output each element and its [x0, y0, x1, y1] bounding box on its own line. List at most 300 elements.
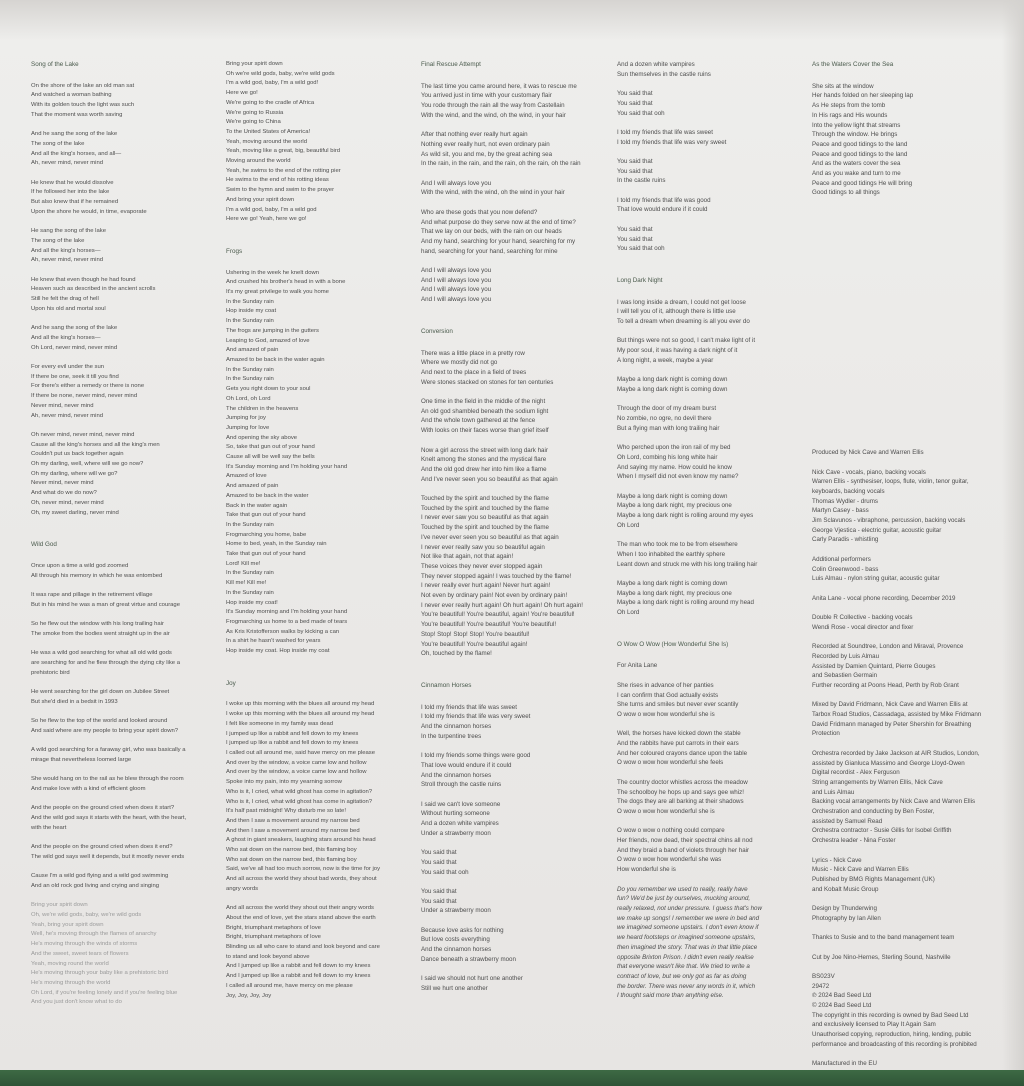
lyric-line: The country doctor whistles across the meadow — [617, 778, 748, 786]
lyric-line: And I've never seen you so beautiful as that again — [421, 475, 558, 483]
lyric-line: And the people on the ground cried when does it end? — [31, 844, 173, 851]
lyric-line: That love would endure if it could — [421, 761, 512, 769]
lyric-line: Cause all the king's horses and all the king's men — [31, 441, 160, 448]
lyric-line: And then I saw a movement around my narrow bed — [226, 817, 360, 824]
lyric-line: Oh my darling, where will we go? — [31, 470, 118, 477]
lyric-line: You're beautiful! You're beautiful! You're beautiful! — [421, 621, 557, 629]
stanza — [617, 375, 795, 394]
lyric-line: And the wild god says it starts with the heart, with the heart, — [31, 815, 187, 822]
lyric-line: Back in the water again — [226, 502, 288, 509]
credits-block — [812, 448, 990, 1086]
credit-line: Carly Paradis - whistling — [812, 536, 879, 544]
credit-line: Recorded at Soundtree, London and Miraval, Provence — [812, 643, 964, 651]
stanza — [421, 974, 599, 993]
lyric-line: Upon his old and mortal soul — [31, 305, 106, 312]
credit-line: ℗ 2024 Bad Seed Ltd — [812, 992, 872, 1000]
lyric-line: The schoolboy he hops up and says gee whiz! — [617, 788, 744, 796]
lyric-line: I told my friends that life was sweet — [617, 128, 713, 136]
lyric-line: About the end of love, yet the stars stand above the earth — [226, 914, 376, 921]
lyric-line: Who sat down on the narrow bed, this flaming boy — [226, 856, 357, 863]
lyric-line: And over by the window, a voice came low and hollow — [226, 769, 367, 776]
lyric-line: You're beautiful! You're beautiful, again! You're beautiful! — [421, 611, 575, 619]
stanza — [31, 130, 209, 169]
stanza — [421, 179, 599, 198]
lyric-line: I've never ever seen you so beautiful as that again — [421, 533, 559, 541]
lyric-line: Stop! Stop! Stop! Stop! You're beautiful! — [421, 630, 530, 638]
lyric-line: In His rags and His wounds — [812, 111, 888, 119]
lyric-line: Hop inside my coat — [226, 308, 277, 315]
lyric-line: And crushed his brother's head in with a bone — [226, 279, 346, 286]
lyric-line: I woke up this morning with the blues all around my head — [226, 711, 375, 718]
credit-line: Warren Ellis - synthesiser, loops, flute, violin, tenor guitar, — [812, 478, 969, 486]
lyric-line: So he flew out the window with his long trailing hair — [31, 621, 164, 628]
lyric-line: Not like that again, not that again! — [421, 553, 514, 561]
credit-line: String arrangements by Warren Ellis, Nick Cave — [812, 778, 943, 786]
credit-group — [812, 594, 990, 604]
lyric-line: The last time you came around here, it was to rescue me — [421, 82, 577, 90]
lyric-line: As wild sit, you and me, by the great aching sea — [421, 150, 553, 158]
song-block — [421, 681, 599, 994]
lyric-line: hand, searching for your hand, searching for mine — [421, 247, 558, 255]
stanza — [617, 336, 795, 365]
song-block — [421, 327, 599, 659]
stanza — [617, 128, 795, 147]
lyric-line: The wild god says well it depends, but it mostly never ends — [31, 853, 185, 860]
lyric-line: It's half past midnight! Why disturb me so late! — [226, 808, 346, 815]
lyric-line: And all across the world they shout bad words, they shout — [226, 876, 377, 883]
stanza — [617, 60, 795, 79]
stanza — [226, 60, 404, 225]
lyric-line: Yeah, bring your spirit down — [31, 921, 104, 928]
lyric-line: You said that — [617, 157, 653, 165]
lyric-line: So, take that gun out of your hand — [226, 444, 315, 451]
lyric-line: Sun themselves in the castle ruins — [617, 70, 711, 78]
lyric-line: But a flying man with long trailing hair — [617, 424, 720, 432]
lyric-line: He swims to the end of his rotting ideas — [226, 177, 329, 184]
credit-line: Tarbox Road Studios, Cassadaga, assisted by Mike Fridmann — [812, 711, 982, 719]
lyrics-column-4 — [617, 60, 795, 1023]
stanza — [31, 717, 209, 736]
stanza — [617, 298, 795, 327]
lyric-line: With the wind, and the wind, oh the wind, in your hair — [421, 111, 566, 119]
lyric-line: In the Sunday rain — [226, 589, 274, 596]
credit-line: The copyright in this recording is owned by Bad Seed Ltd — [812, 1011, 969, 1019]
lyric-line: For there's either a remedy or there is none — [31, 383, 145, 390]
credit-line: and exclusively licensed to Play It Again Sam — [812, 1021, 936, 1029]
lyric-line: Oh Lord — [617, 521, 640, 529]
stanza — [226, 700, 404, 894]
top-shadow — [0, 0, 1024, 40]
lyric-line: They never stopped again! I was touched by the flame! — [421, 572, 572, 580]
lyric-line: Through the door of my dream burst — [617, 405, 717, 413]
lyric-line: Oh my darling, well, where will we go now? — [31, 461, 144, 468]
stanza — [31, 431, 209, 518]
credit-line: performance and broadcasting of this recording is prohibited — [812, 1040, 977, 1048]
lyric-line: All through his memory in which he was entombed — [31, 572, 163, 579]
lyric-line: In the rain, in the rain, and the rain, oh the rain, oh the rain — [421, 160, 581, 168]
lyric-line: Now a girl across the street with long dark hair — [421, 446, 548, 454]
lyric-line: Moving around the world — [226, 158, 291, 165]
lyric-line: prehistoric bird — [31, 669, 70, 676]
stanza — [421, 751, 599, 790]
lyric-line: O wow o wow how wonderful she is — [617, 710, 715, 718]
lyric-line: Maybe a long dark night is coming down — [617, 579, 728, 587]
stanza — [31, 804, 209, 833]
credit-line: Protection — [812, 730, 840, 738]
lyric-line: In the Sunday rain — [226, 298, 274, 305]
lyric-line: And a dozen white vampires — [617, 61, 695, 68]
lyrics-column-1 — [31, 60, 209, 1030]
lyric-line: And all the king's horses, and all— — [31, 150, 122, 157]
lyric-line: And as you wake and turn to me — [812, 170, 901, 178]
credit-line: Orchestra leader - Nina Foster — [812, 837, 896, 845]
stanza — [617, 492, 795, 531]
lyric-line: angry words — [226, 885, 259, 892]
stanza — [617, 157, 795, 186]
lyric-line: Yeah, moving like a great, big, beautiful bird — [226, 148, 341, 155]
stanza — [226, 904, 404, 1001]
lyric-line: Once upon a time a wild god zoomed — [31, 562, 129, 569]
lyric-line: If there be one, seek it till you find — [31, 373, 119, 380]
stanza — [421, 397, 599, 436]
lyric-line: I jumped up like a rabbit and fell down to my knees — [226, 730, 359, 737]
lyrics-column-2 — [226, 60, 404, 1023]
lyric-line: The song of the lake — [31, 140, 85, 147]
credit-line: Thomas Wydler - drums — [812, 497, 878, 505]
lyric-line: Yeah, moving around the world — [226, 138, 307, 145]
lyric-line: But things were not so good, I can't make light of it — [617, 337, 756, 345]
lyric-line: Couldn't put us back together again — [31, 451, 124, 458]
credit-group — [812, 448, 990, 458]
credit-line: BS023V — [812, 972, 835, 980]
lyric-line: And all the king's horses— — [31, 334, 101, 341]
lyric-line: I said we should not hurt one another — [421, 975, 523, 983]
lyric-line: For every evil under the sun — [31, 364, 105, 370]
lyric-line: He went searching for the girl down on Jubilee Street — [31, 689, 170, 696]
stanza — [421, 208, 599, 257]
lyric-line: I never really ever hurt again! Never hurt again! — [421, 582, 551, 590]
stanza — [31, 179, 209, 218]
lyric-line: And an old rock god living and crying and singing — [31, 882, 160, 889]
lyric-line: Spoke into my pain, into my yearning sorrow — [226, 779, 342, 786]
credit-line: Wendi Rose - vocal director and fixer — [812, 623, 914, 631]
lyric-line: And the people on the ground cried when does it start? — [31, 805, 175, 812]
lyric-line: O wow o wow how wonderful she was — [617, 856, 722, 864]
lyric-line: He sang the song of the lake — [31, 228, 106, 235]
lyric-line: Her hands folded on her sleeping lap — [812, 92, 914, 100]
lyric-line: You're beautiful! You're beautiful again! — [421, 640, 528, 648]
credit-line: Lyrics - Nick Cave — [812, 856, 862, 864]
credit-group — [812, 749, 990, 846]
lyric-line: I never ever really hurt again! Oh hurt again! Oh hurt again! — [421, 601, 583, 609]
credit-line: 29472 — [812, 982, 830, 990]
lyric-line: Ah, never mind, never mind — [31, 412, 104, 419]
lyric-line: A wild god searching for a faraway girl, who was basically a — [31, 747, 186, 754]
lyric-line: I was long inside a dream, I could not get loose — [617, 298, 746, 306]
lyric-line: Ah, never mind, never mind — [31, 160, 104, 167]
note-line: then imagined the story. That was in that little place — [617, 943, 758, 951]
lyric-line: But she'd died in a bedsit in 1993 — [31, 698, 118, 705]
credit-line: Cut by Joe Nino-Hernes, Sterling Sound, Nashville — [812, 953, 951, 961]
lyric-line: Good tidings to all things — [812, 189, 880, 197]
lyric-line: Bright, triumphant metaphors of love — [226, 924, 321, 931]
lyric-line: mirage that nevertheless loomed large — [31, 756, 132, 763]
lyric-line: Yeah, he swims to the end of the rotting pier — [226, 167, 341, 174]
lyric-line: Heaven such as described in the ancient scrolls — [31, 286, 156, 293]
lyric-line: Maybe a long dark night, my precious one — [617, 589, 732, 597]
credit-line: and Sebastien Germain — [812, 672, 878, 680]
lyric-line: With looks on their faces worse than grief itself — [421, 427, 549, 435]
lyric-line: So he flew to the top of the world and looked around — [31, 718, 168, 725]
lyric-line: Hop inside my coat. Hop inside my coat — [226, 648, 330, 655]
lyric-line: You said that ooh — [617, 109, 665, 117]
lyric-line: O wow o wow how wonderful she feels — [617, 759, 724, 767]
lyric-line: Never mind, never mind — [31, 480, 94, 487]
lyrics-column-3 — [421, 60, 599, 1016]
lyric-line: Well, the horses have kicked down the stable — [617, 730, 741, 738]
lyric-line: Bring your spirit down — [31, 902, 88, 909]
stanza — [421, 130, 599, 169]
lyric-line: You said that — [617, 99, 653, 107]
stanza — [421, 800, 599, 839]
stanza — [421, 82, 599, 121]
lyric-line: And the cinnamon horses — [421, 771, 492, 779]
song-title: Song of the Lake — [31, 61, 79, 68]
stanza — [31, 227, 209, 266]
credit-line: Nick Cave - vocals, piano, backing vocals — [812, 468, 926, 476]
song-block — [31, 540, 209, 1008]
lyric-line: Oh Lord, never mind, never mind — [31, 344, 118, 351]
song-title: Conversion — [421, 327, 453, 335]
lyric-line: Not even by ordinary pain! Not even by ordinary pain! — [421, 592, 568, 600]
lyric-line: The song of the lake — [31, 237, 85, 244]
note-line: I thought said more than anything else. — [617, 992, 724, 1000]
stanza — [617, 540, 795, 569]
lyric-line: The children in the heavens — [226, 405, 299, 412]
stanza — [617, 579, 795, 618]
lyric-line: He's moving through the winds of storms — [31, 941, 138, 948]
note-line: really relaxed, not under pressure. I guess that's how — [617, 904, 762, 912]
lyric-line: And what purpose do they serve now at the end of time? — [421, 218, 576, 226]
song-block — [617, 60, 795, 254]
song-block — [812, 60, 990, 198]
credit-group — [812, 1059, 990, 1069]
lyric-line: That love would endure if it could — [617, 206, 708, 214]
lyric-line: And next to the place in a field of trees — [421, 368, 527, 376]
stanza — [31, 872, 209, 891]
lyric-line: And you just don't know what to do — [31, 999, 122, 1006]
lyric-line: And amazed of pain — [226, 347, 279, 354]
stanza — [617, 89, 795, 118]
lyric-line: In the turpentine trees — [421, 732, 482, 740]
lyric-line: When I too inhabited the earthly sphere — [617, 550, 726, 558]
lyric-line: One time in the field in the middle of the night — [421, 398, 546, 406]
lyric-line: We're going to China — [226, 119, 281, 126]
lyric-line: And make love with a kind of efficient gloom — [31, 786, 146, 792]
lyric-line: He was a wild god searching for what all old wild gods — [31, 650, 172, 657]
lyric-line: Yeah, moving round the world — [31, 960, 109, 967]
credit-line: Colin Greenwood - bass — [812, 565, 879, 573]
stanza — [421, 703, 599, 742]
lyric-line: Nothing ever really hurt, not even ordinary pain — [421, 140, 550, 148]
song-title: Long Dark Night — [617, 276, 663, 284]
song-title: Final Rescue Attempt — [421, 61, 481, 68]
lyric-line: I will tell you of it, although there is little use — [617, 308, 736, 316]
lyric-line: And all across the world they shout out their angry words — [226, 905, 374, 912]
lyric-line: And the cinnamon horses — [421, 723, 492, 731]
lyric-line: Oh Lord, if you're feeling lonely and if you're feeling blue — [31, 989, 178, 996]
lyric-line: Were stones stacked on stones for ten centuries — [421, 378, 554, 386]
stanza — [421, 446, 599, 485]
lyric-line: And I will always love you — [421, 179, 492, 187]
lyric-line: It's Sunday morning and I'm holding your hand — [226, 609, 348, 616]
credits-spacer — [812, 220, 990, 448]
lyric-line: Here we go! — [226, 90, 258, 97]
lyric-line: Knelt among the stones and the mystical flare — [421, 456, 547, 464]
stanza — [617, 225, 795, 254]
lyric-line: In the Sunday rain — [226, 376, 274, 383]
green-bottom-border — [0, 1070, 1024, 1086]
lyric-line: And said where are my people to bring your spirit down? — [31, 727, 179, 734]
credit-group — [812, 933, 990, 943]
lyric-line: Blinding us all who care to stand and look beyond and care — [226, 944, 380, 951]
lyric-line: And opening the sky above — [226, 434, 298, 441]
lyric-line: In the Sunday rain — [226, 318, 274, 325]
lyric-line: No zombie, no ogre, no devil there — [617, 415, 712, 423]
credit-line: Orchestra contractor - Susie Gillis for Isobel Griffith — [812, 827, 952, 835]
song-title: Joy — [226, 679, 236, 687]
lyric-line: Gets you right down to your soul — [226, 386, 311, 393]
lyric-line: I told my friends that life was very sweet — [617, 138, 727, 146]
lyric-line: Maybe a long dark night is coming down — [617, 492, 728, 500]
lyric-line: I told my friends that life was sweet — [421, 703, 517, 711]
lyric-line: I'm a wild god, baby, I'm a wild god! — [226, 80, 319, 87]
lyric-line: And as the waters cover the sea — [812, 160, 901, 168]
lyric-line: Dance beneath a strawberry moon — [421, 955, 516, 963]
song-title: O Wow O Wow (How Wonderful She Is) — [617, 640, 729, 648]
lyric-line: And he sang the song of the lake — [31, 325, 118, 332]
lyric-line: Ushering in the week he knelt down — [226, 269, 319, 276]
credit-line: Orchestration and conducting by Ben Foster, — [812, 808, 935, 816]
lyric-line: Here we go! Yeah, here we go! — [226, 216, 307, 223]
credit-line: keyboards, backing vocals — [812, 487, 885, 495]
note-line: we heard footsteps or imagined someone upstairs, — [617, 934, 756, 942]
note-line: we make up songs! I remember we were in bed and — [617, 914, 760, 922]
credit-group — [812, 856, 990, 895]
lyric-line: Joy, Joy, Joy, Joy — [226, 992, 272, 999]
lyric-line: Because love asks for nothing — [421, 926, 504, 934]
lyric-line: Never mind, never mind — [31, 402, 94, 409]
lyric-line: And her coloured crayons dance upon the table — [617, 749, 748, 757]
credit-line: assisted by Samuel Read — [812, 817, 883, 825]
lyric-line: Maybe a long dark night is coming down — [617, 376, 728, 384]
lyric-line: She turns and smiles but never ever scantily — [617, 701, 739, 709]
credit-line: and Luis Almau — [812, 788, 855, 796]
lyric-line: Without hurting someone — [421, 810, 490, 818]
lyric-line: Well, he's moving through the flames of anarchy — [31, 931, 157, 938]
lyric-line: If there be none, never mind, never mind — [31, 393, 138, 400]
stanza — [617, 826, 795, 875]
note-line: that everyone wasn't like that. We tried to write a — [617, 963, 750, 971]
lyric-line: I never ever really saw you so beautiful again — [421, 543, 545, 551]
stanza — [617, 681, 795, 720]
lyric-line: with the heart — [31, 824, 67, 831]
lyric-line: Home to bed, yeah, in the Sunday rain — [226, 541, 327, 548]
lyric-line: In the castle ruins — [617, 177, 666, 185]
lyric-line: But in his mind he was a man of great virtue and courage — [31, 601, 180, 608]
lyric-line: O wow o wow o nothing could compare — [617, 827, 725, 835]
lyric-line: And a dozen white vampires — [421, 820, 499, 828]
lyric-line: The dogs they are all barking at their shadows — [617, 798, 744, 806]
stanza — [421, 494, 599, 659]
lyric-line: It was rape and pillage in the retirement village — [31, 592, 153, 599]
lyric-line: Stroll through the castle ruins — [421, 781, 502, 789]
lyric-line: Peace and good tidings to the land — [812, 140, 908, 148]
lyric-line: Amazed to be back in the water — [226, 492, 309, 499]
lyric-line: Frogmarching us home to a bed made of tears — [226, 618, 348, 625]
lyric-line: Under a strawberry moon — [421, 907, 491, 915]
lyric-line: You said that — [617, 235, 653, 243]
credit-group — [812, 972, 990, 1050]
lyric-line: Kill me! Kill me! — [226, 580, 267, 587]
lyric-line: Oh Lord, oh Lord — [226, 395, 271, 402]
credit-line: Assisted by Damien Quintard, Pierre Gouges — [812, 662, 936, 670]
song-title: Wild God — [31, 541, 57, 549]
lyric-line: And what do we do now? — [31, 490, 97, 497]
lyric-line: As Kris Kristofferson walks by kicking a can — [226, 628, 340, 635]
lyric-line: And all the king's horses— — [31, 247, 101, 254]
lyric-line: Take that gun out of your hand — [226, 512, 306, 519]
lyric-line: He's moving through the world — [31, 980, 111, 986]
lyric-line: Oh Lord — [617, 609, 640, 617]
lyric-line: Maybe a long dark night is rolling around my eyes — [617, 512, 754, 520]
lyric-line: She sits at the window — [812, 82, 874, 90]
credit-line: Manufactured in the EU — [812, 1060, 878, 1068]
lyric-line: Into the yellow light that streams — [812, 121, 901, 129]
lyric-line: And they braid a band of violets through her hair — [617, 846, 750, 854]
credit-line: Orchestra recorded by Jake Jackson at AIR Studios, London, — [812, 749, 980, 757]
stanza — [617, 443, 795, 482]
lyric-line: I called all around me, have mercy on me please — [226, 982, 353, 989]
lyric-line: A ghost in giant sneakers, laughing stars around his head — [226, 837, 376, 844]
lyric-line: Touched by the spirit and touched by the flame — [421, 504, 549, 512]
lyric-line: You said that — [421, 849, 457, 857]
credit-line: Design by Thunderwing — [812, 905, 877, 913]
lyric-line: After that nothing ever really hurt again — [421, 131, 528, 139]
credit-line: Recorded by Luis Almau — [812, 652, 880, 660]
lyric-line: That the moment was worth saving — [31, 111, 123, 118]
lyric-line: Where we mostly did not go — [421, 359, 498, 367]
lyric-line: You said that ooh — [421, 868, 469, 876]
lyric-line: Who is it, I cried, what wild ghost has come in agitation? — [226, 798, 373, 805]
lyrics-column-5 — [812, 60, 990, 1086]
lyric-line: Amazed of love — [226, 473, 267, 480]
credit-line: Further recording at Poons Head, Perth by Rob Grant — [812, 681, 959, 689]
stanza — [812, 82, 990, 198]
lyric-line: But love costs everything — [421, 936, 490, 944]
lyric-line: In a shirt he hasn't washed for years — [226, 638, 321, 645]
lyric-line: Maybe a long dark night is coming down — [617, 385, 728, 393]
lyric-line: An old god shambled beneath the sodium light — [421, 407, 549, 415]
lyric-line: Still he felt the drag of hell — [31, 296, 99, 303]
lyric-line: Amazed to be back in the water again — [226, 356, 325, 363]
lyric-line: And my hand, searching for your hand, searching for my — [421, 237, 576, 245]
stanza — [31, 746, 209, 765]
lyric-line: Frogmarching you home, babe — [226, 531, 307, 538]
stanza — [421, 848, 599, 877]
lyric-line: In the Sunday rain — [226, 570, 274, 577]
song-block — [226, 679, 404, 1001]
